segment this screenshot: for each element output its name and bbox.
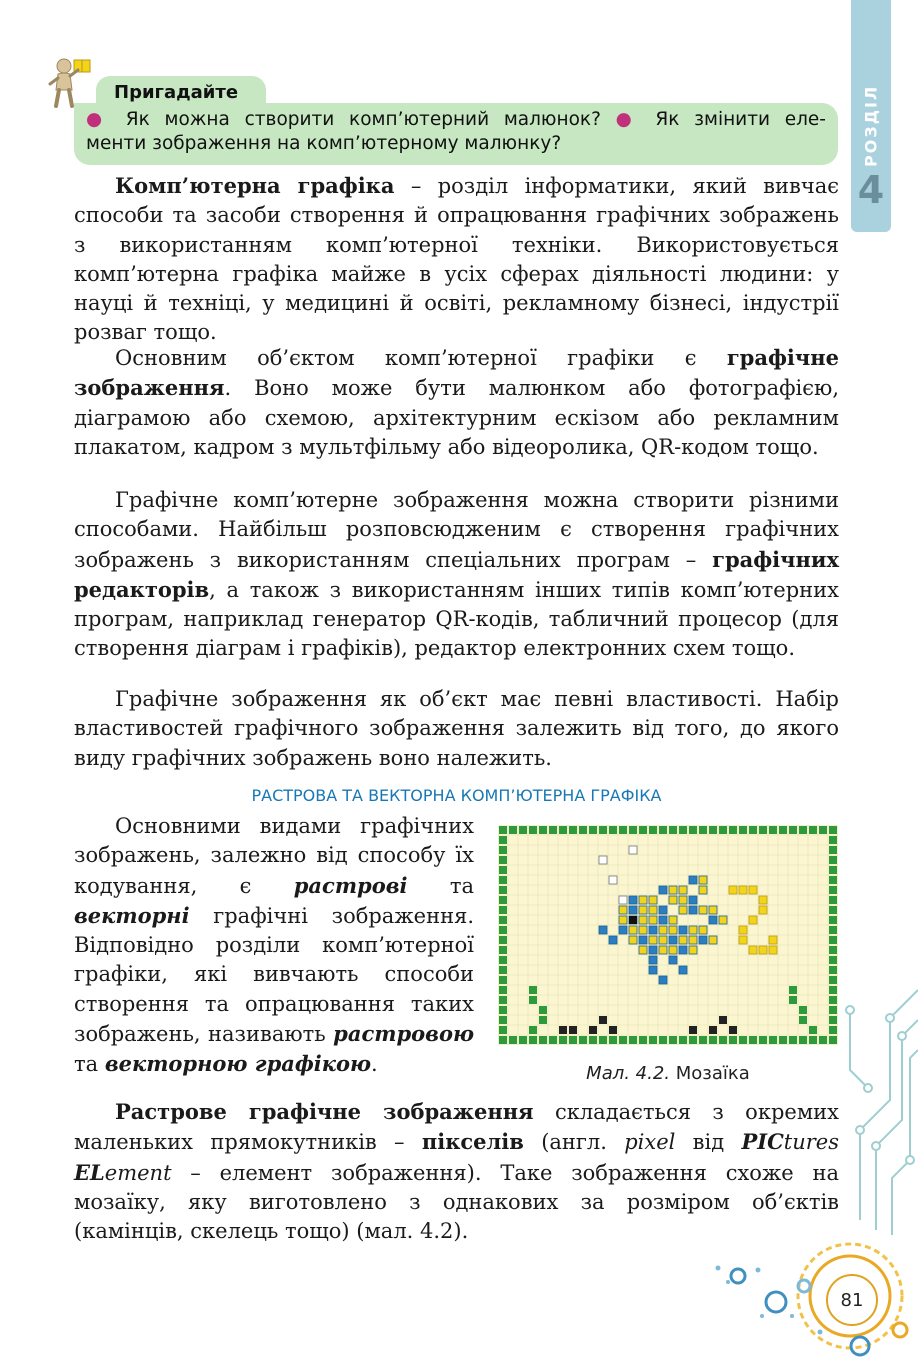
- paragraph-5-text-c: графічні зображення. Відповідно розділи комп’ютерної графіки, які вивчають способи створення та опрацювання таких зображень, називають: [74, 903, 474, 1047]
- paragraph-2-text-a: Основним об’єктом комп’ютерної графіки є: [115, 346, 727, 370]
- chapter-label: РОЗДІЛ: [861, 84, 881, 168]
- remember-question-2-start: Як змінити еле-: [655, 109, 826, 130]
- section-heading: РАСТРОВА ТА ВЕКТОРНА КОМП’ЮТЕРНА ГРАФІКА: [251, 786, 662, 805]
- remember-text: [86, 108, 826, 156]
- term-pic: PIC: [741, 1129, 784, 1155]
- page-number: 81: [826, 1274, 878, 1326]
- term-pixels: пікселів: [421, 1129, 524, 1155]
- bullet-icon: ●: [615, 109, 641, 130]
- paragraph-6-text-a: складається з окремих маленьких прямокутників –: [74, 1100, 839, 1155]
- term-pixel-english: pixel: [624, 1130, 676, 1155]
- term-vector: векторні: [74, 902, 190, 928]
- paragraph-6-text-f: – елемент зображення). Таке зображення схоже на мозаїку, яку виготовлено з однакових за розміром об’єктів (камінців, скелець тощо) (мал. 4.2).: [74, 1160, 839, 1244]
- paragraph-4: [74, 685, 839, 773]
- term-raster-graphics: растровою: [333, 1021, 474, 1047]
- term-raster-image: Растрове графічне зображення: [115, 1099, 534, 1124]
- paragraph-3-text-b: , а також з використанням інших типів комп’ютерних програм, наприклад генератор QR-кодів, табличний процесор (для створення діаграм і графіків), редактор електронних схем тощо.: [74, 577, 839, 661]
- paragraph-1-text: – розділ інформатики, який вивчає способи та засоби створення й опрацювання графічних зображень з використанням комп’ютерної техніки. Використовується комп’ютерна графіка майже в усіх сферах діяльності людини: у науці й техніці, у медицині й освіті, рекламному бізнесі, індустрії розваг тощо.: [74, 174, 839, 345]
- paragraph-6: [74, 1097, 839, 1246]
- mosaic-figure: [498, 825, 838, 1045]
- paragraph-5-text-b: та: [407, 873, 474, 898]
- paragraph-5-text-d: та: [74, 1052, 105, 1077]
- remember-question-1: Як можна створити комп’ютерний малюнок?: [125, 109, 601, 130]
- term-el: EL: [74, 1159, 105, 1185]
- remember-question-2-end: менти зображення на комп’ютерному малюнку?: [86, 133, 562, 154]
- term-graphic-image: графічне зображення: [74, 345, 839, 401]
- circuit-decoration: [840, 980, 918, 1240]
- paragraph-5-text-e: .: [371, 1052, 378, 1077]
- term-tures: tures: [783, 1130, 839, 1155]
- term-ement: ement: [104, 1160, 172, 1185]
- term-vector-graphics: векторною графікою: [104, 1051, 372, 1077]
- chapter-number: 4: [857, 168, 885, 212]
- figure-caption: [498, 1063, 838, 1084]
- figure-caption-label: Мал. 4.2.: [586, 1063, 671, 1084]
- term-raster: растрові: [293, 872, 408, 898]
- paragraph-3-text-a: Графічне комп’ютерне зображення можна створити різними способами. Найбільш розповсюдженим є створення графічних зображень з використанням спеціальних програм –: [74, 488, 839, 572]
- remember-figure-icon: [44, 54, 96, 110]
- paragraph-4-text: Графічне зображення як об’єкт має певні властивості. Набір властивостей графічного зображення залежить від того, до якого виду графічних зображень воно належить.: [74, 687, 839, 770]
- paragraph-1: [74, 171, 839, 348]
- bullet-icon: ●: [86, 109, 111, 130]
- paragraph-2-text-b: . Воно може бути малюнком або фотографією, діаграмою або схемою, архітектурним ескізом або рекламним плакатом, кадром з мультфільму або відеоролика, QR-кодом тощо.: [74, 376, 839, 459]
- paragraph-6-text-b: (англ.: [523, 1130, 625, 1155]
- paragraph-5: [74, 812, 474, 1080]
- term-graphic-editors: графічних редакторів: [74, 546, 839, 602]
- paragraph-2: [74, 343, 839, 462]
- paragraph-5-text-a: Основними видами графічних зображень, залежно від способу їх кодування, є: [74, 814, 474, 898]
- figure-caption-text: Мозаїка: [670, 1063, 750, 1084]
- gears-decoration: [700, 1236, 918, 1360]
- remember-title: Пригадайте: [114, 82, 239, 103]
- paragraph-3: [74, 486, 839, 664]
- term-computer-graphics: Комп’ютерна графіка: [115, 173, 395, 198]
- paragraph-6-text-c: від: [675, 1130, 742, 1155]
